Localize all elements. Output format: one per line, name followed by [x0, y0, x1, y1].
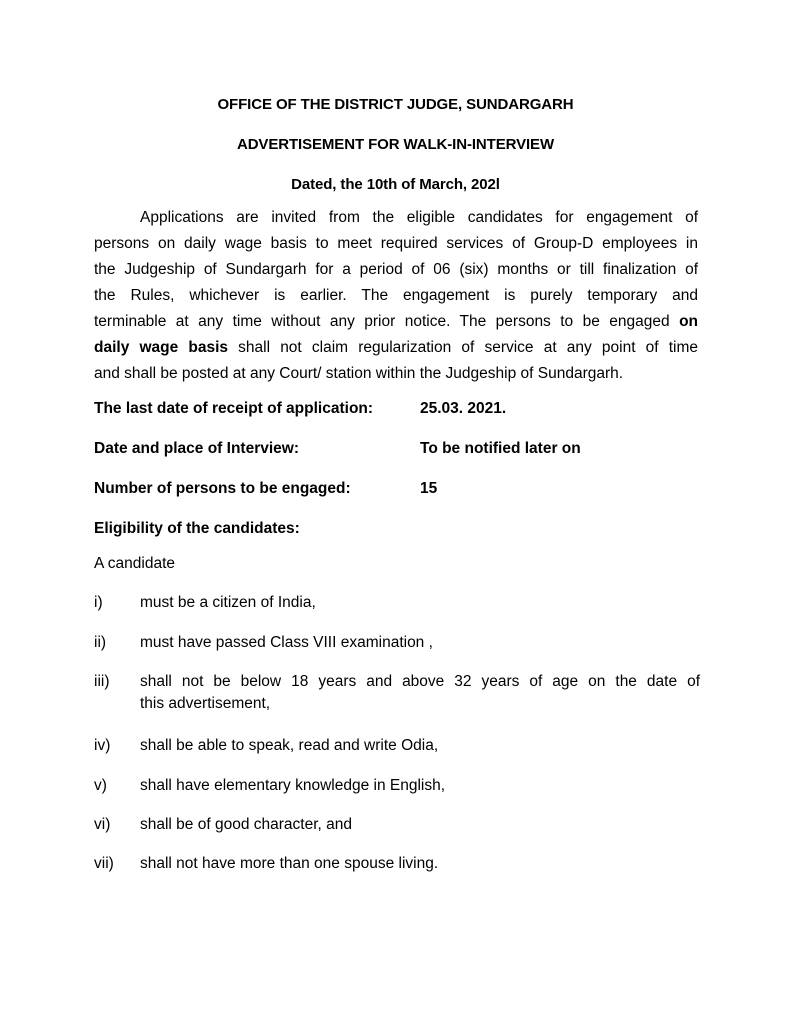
last-date-value: 25.03. 2021. [420, 400, 507, 417]
eligibility-item-text: must have passed Class VIII examination , [140, 634, 433, 651]
date-line: Dated, the 10th of March, 202l [291, 176, 500, 193]
item-number: ii) [94, 634, 107, 651]
eligibility-item [140, 775, 700, 797]
interview-date-label: Date and place of Interview: [94, 440, 299, 457]
eligibility-item [140, 814, 700, 836]
intro-line-6 [94, 335, 698, 361]
eligibility-item [140, 853, 700, 875]
persons-count-value: 15 [420, 480, 438, 497]
intro-line-6-text: shall not claim regularization of service at any point of time [238, 339, 698, 356]
eligibility-item-text-continued: this advertisement, [140, 695, 271, 712]
persons-count-label: Number of persons to be engaged: [94, 480, 351, 497]
item-number: vi) [94, 816, 111, 833]
eligibility-item-text: shall not be below 18 years and above 32 years of age on the date of [140, 673, 700, 690]
intro-line-1: Applications are invited from the eligible candidates for engagement of [140, 209, 698, 226]
intro-line-7: and shall be posted at any Court/ station within the Judgeship of Sundargarh. [94, 365, 624, 382]
eligibility-item-text: shall have elementary knowledge in English, [140, 777, 446, 794]
intro-line-5-text: terminable at any time without any prior notice. The persons to be engaged [94, 313, 670, 330]
intro-line-2: persons on daily wage basis to meet required services of Group-D employees in [94, 235, 698, 252]
eligibility-item-text: must be a citizen of India, [140, 594, 316, 611]
eligibility-item [140, 632, 700, 654]
eligibility-item-text: shall be of good character, and [140, 816, 352, 833]
item-number: i) [94, 594, 103, 611]
item-number: vii) [94, 855, 114, 872]
item-number: iv) [94, 737, 111, 754]
eligibility-item-text: shall be able to speak, read and write Odia, [140, 737, 439, 754]
advertisement-heading: ADVERTISEMENT FOR WALK-IN-INTERVIEW [236, 136, 555, 153]
last-date-label: The last date of receipt of application: [94, 400, 374, 417]
item-number: iii) [94, 673, 110, 690]
intro-line-5 [94, 309, 698, 335]
intro-line-3: the Judgeship of Sundargarh for a period of 06 (six) months or till finalization of [94, 261, 698, 278]
eligibility-item [140, 592, 700, 614]
intro-line-5-bold: on [679, 313, 698, 330]
item-number: v) [94, 777, 107, 794]
eligibility-item [140, 671, 700, 715]
eligibility-item-text: shall not have more than one spouse living. [140, 855, 439, 872]
eligibility-item [140, 735, 700, 757]
intro-line-4: the Rules, whichever is earlier. The engagement is purely temporary and [94, 287, 698, 304]
office-heading: OFFICE OF THE DISTRICT JUDGE, SUNDARGARH [217, 96, 574, 113]
eligibility-lead: A candidate [94, 555, 176, 572]
eligibility-heading: Eligibility of the candidates: [94, 520, 300, 537]
interview-date-value: To be notified later on [420, 440, 581, 457]
intro-line-6-bold: daily wage basis [94, 339, 229, 356]
